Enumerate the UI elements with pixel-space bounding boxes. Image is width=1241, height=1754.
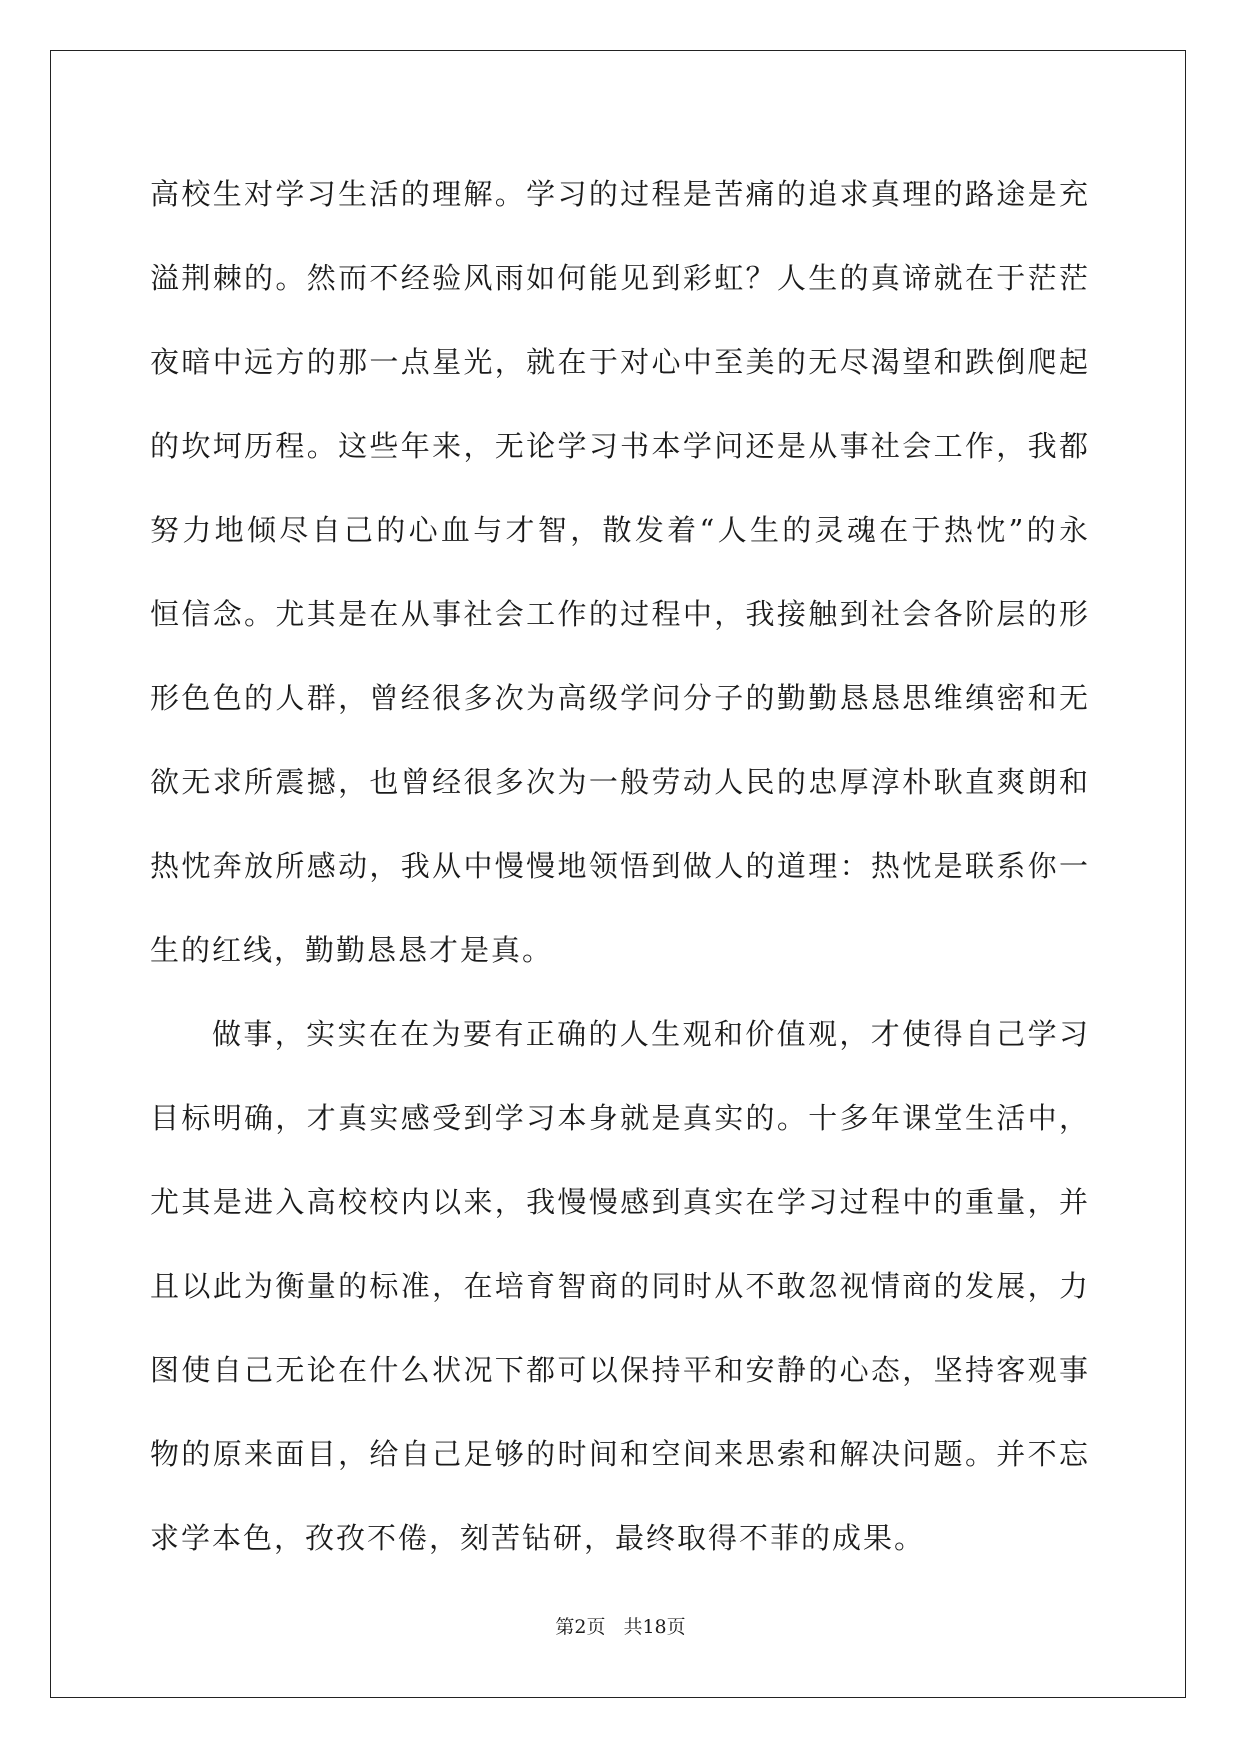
text-line: 恒信念。尤其是在从事社会工作的过程中，我接触到社会各阶层的形 [150,597,1090,631]
text-line: 形色色的人群，曾经很多次为高级学问分子的勤勤恳恳思维缜密和无 [150,681,1090,715]
text-line: 图使自己无论在什么状况下都可以保持平和安静的心态，坚持客观事 [150,1353,1090,1387]
text-line: 尤其是进入高校校内以来，我慢慢感到真实在学习过程中的重量，并 [150,1185,1090,1219]
document-body [150,162,1090,1590]
text-line: 目标明确，才真实感受到学习本身就是真实的。十多年课堂生活中， [150,1101,1090,1135]
page-number: 第2页 [555,1616,606,1638]
text-line: 的坎坷历程。这些年来，无论学习书本学问还是从事社会工作，我都 [150,429,1090,463]
text-line: 热忱奔放所感动，我从中慢慢地领悟到做人的道理：热忱是联系你一 [150,849,1090,883]
text-line: 努力地倾尽自己的心血与才智，散发着“人生的灵魂在于热忱”的永 [150,513,1090,547]
page-footer [0,1612,1241,1639]
text-line: 生的红线，勤勤恳恳才是真。 [150,933,554,967]
text-line: 做事，实实在在为要有正确的人生观和价值观，才使得自己学习 [212,1017,1090,1051]
text-line: 欲无求所震撼，也曾经很多次为一般劳动人民的忠厚淳朴耿直爽朗和 [150,765,1090,799]
text-line: 求学本色，孜孜不倦，刻苦钻研，最终取得不菲的成果。 [150,1521,926,1555]
page-total: 共18页 [623,1616,686,1638]
text-line: 溢荆棘的。然而不经验风雨如何能见到彩虹？人生的真谛就在于茫茫 [150,261,1090,295]
text-line: 且以此为衡量的标准，在培育智商的同时从不敢忽视情商的发展，力 [150,1269,1090,1303]
text-line: 高校生对学习生活的理解。学习的过程是苦痛的追求真理的路途是充 [150,177,1090,211]
text-line: 夜暗中远方的那一点星光，就在于对心中至美的无尽渴望和跌倒爬起 [150,345,1090,379]
text-line: 物的原来面目，给自己足够的时间和空间来思索和解决问题。并不忘 [150,1437,1090,1471]
